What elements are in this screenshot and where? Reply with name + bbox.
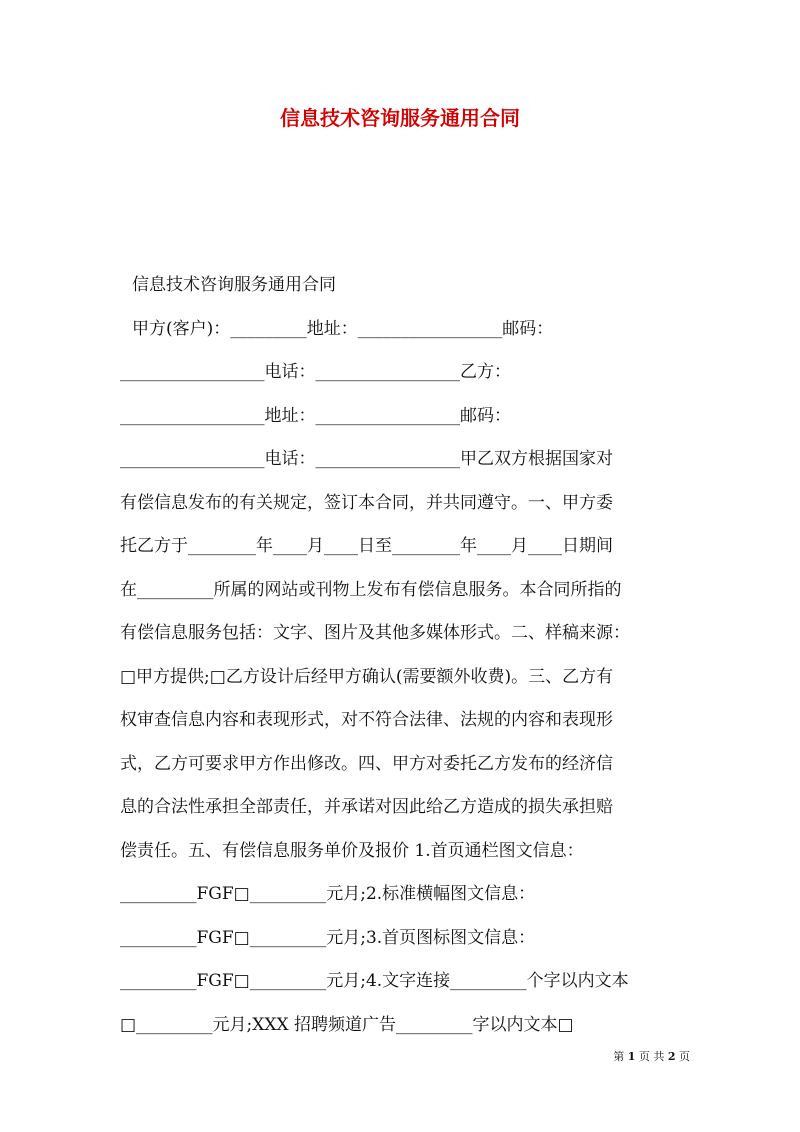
body-line: _________FGF□_________元月;4.文字连接_________个字以内文本 [120,971,629,991]
body-line: _________________地址：_________________邮码： [120,405,511,426]
footer-total-pages: 2 [667,1050,676,1063]
footer-suffix: 页 [679,1050,690,1063]
body-line: _________FGF□_________元月;2.标准横幅图文信息： [120,884,536,904]
body-line: 息的合法性承担全部责任，并承诺对因此给乙方造成的损失承担赔 [120,797,613,817]
body-line: 偿责任。五、有偿信息服务单价及报价 1.首页通栏图文信息： [120,840,584,861]
page-footer [560,1050,690,1064]
body-line: □_________元月;XXX 招聘频道广告_________字以内文本□ [120,1014,574,1035]
body-line: 在_________所属的网站或刊物上发布有偿信息服务。本合同所指的 [120,579,622,600]
body-line: 托乙方于________年____月____日至________年____月____日期间 [120,536,613,556]
contract-body [120,270,690,1053]
body-line: _________________电话：_________________乙方： [120,362,511,382]
body-line: 信息技术咨询服务通用合同 [132,275,336,295]
document-title: 信息技术咨询服务通用合同 [280,106,520,130]
body-line: 甲方(客户)：_________地址：_________________邮码： [132,318,554,339]
body-line: _________FGF□_________元月;3.首页图标图文信息： [120,927,536,948]
footer-page-number: 1 [627,1050,636,1063]
body-line: 式，乙方可要求甲方作出修改。四、甲方对委托乙方发布的经济信 [120,753,613,774]
footer-middle: 页 共 [638,1050,665,1063]
body-line: _________________电话：_________________甲乙双方根据国家对 [120,449,613,469]
footer-prefix: 第 [613,1050,625,1063]
body-line: □甲方提供;□乙方设计后经甲方确认(需要额外收费)。三、乙方有 [120,666,614,687]
body-line: 有偿信息服务包括：文字、图片及其他多媒体形式。二、样稿来源： [120,623,630,643]
body-line: 权审查信息内容和表现形式，对不符合法律、法规的内容和表现形 [120,710,613,730]
body-line: 有偿信息发布的有关规定，签订本合同，并共同遵守。一、甲方委 [120,492,613,513]
